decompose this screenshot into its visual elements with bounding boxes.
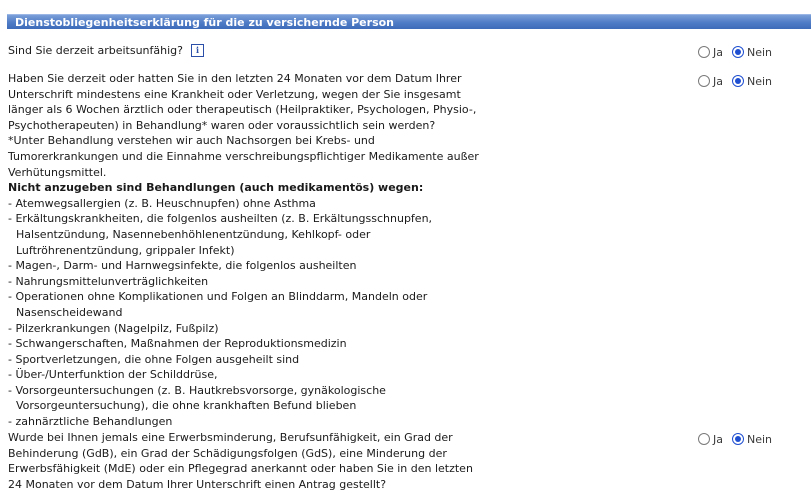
question-3-line: Wurde bei Ihnen jemals eine Erwerbsminderung, Berufsunfähigkeit, ein Grad der	[8, 431, 453, 444]
question-3	[8, 430, 473, 492]
question-2-line: Haben Sie derzeit oder hatten Sie in den letzten 24 Monaten vor dem Datum Ihrer	[8, 72, 462, 85]
exclusion-item-continued: Luftröhrenentzündung, grippaler Infekt)	[16, 243, 235, 257]
question-3-yes-label[interactable]: Ja	[713, 432, 723, 446]
question-1-radio-group	[698, 45, 772, 59]
exclusion-item: - zahnärztliche Behandlungen	[8, 415, 173, 429]
question-3-line: 24 Monaten vor dem Datum Ihrer Unterschrift einen Antrag gestellt?	[8, 477, 387, 491]
question-2-yes-label[interactable]: Ja	[713, 74, 723, 88]
section-title: Dienstobliegenheitserklärung für die zu versichernde Person	[15, 16, 395, 29]
question-1-text: Sind Sie derzeit arbeitsunfähig?	[8, 44, 183, 57]
question-3-radio-group	[698, 432, 772, 446]
question-2-no-label[interactable]: Nein	[747, 74, 773, 88]
question-1-no-label[interactable]: Nein	[747, 45, 773, 59]
question-1-yes-radio[interactable]	[698, 46, 710, 58]
exclusion-item: - Vorsorgeuntersuchungen (z. B. Hautkrebsvorsorge, gynäkologische	[8, 383, 386, 397]
question-2-yes-radio[interactable]	[698, 75, 710, 87]
question-2-footnote-line: Verhütungsmittel.	[8, 165, 107, 179]
exclusion-item: - Sportverletzungen, die ohne Folgen ausgeheilt sind	[8, 352, 300, 366]
question-2-line: länger als 6 Wochen ärztlich oder therapeutisch (Heilpraktiker, Psychologen, Physio-,	[8, 103, 477, 117]
question-2-line: Unterschrift mindestens eine Krankheit oder Verletzung, wegen der Sie insgesamt	[8, 87, 461, 101]
question-3-yes-radio[interactable]	[698, 433, 710, 445]
exclusion-item: - Erkältungskrankheiten, die folgenlos ausheilten (z. B. Erkältungsschnupfen,	[8, 212, 433, 226]
info-icon[interactable]: i	[191, 44, 204, 57]
exclusion-item-continued: Vorsorgeuntersuchung), die ohne krankhaften Befund blieben	[16, 399, 357, 413]
question-1-no-radio[interactable]	[732, 46, 744, 58]
question-1-yes-label[interactable]: Ja	[713, 45, 723, 59]
exclusion-item: - Schwangerschaften, Maßnahmen der Reproduktionsmedizin	[8, 337, 347, 351]
question-2	[8, 71, 479, 430]
exclusions-heading: Nicht anzugeben sind Behandlungen (auch medikamentös) wegen:	[8, 181, 424, 195]
question-3-no-label[interactable]: Nein	[747, 432, 773, 446]
exclusion-item-continued: Halsentzündung, Nasennebenhöhlenentzündung, Kehlkopf- oder	[16, 227, 371, 241]
question-3-line: Erwerbsfähigkeit (MdE) oder ein Pflegegrad anerkannt oder haben Sie in den letzten	[8, 462, 473, 476]
exclusion-item: - Über-/Unterfunktion der Schilddrüse,	[8, 368, 218, 382]
question-2-footnote-line: Tumorerkrankungen und die Einnahme verschreibungspflichtiger Medikamente außer	[8, 149, 479, 163]
exclusion-item: - Magen-, Darm- und Harnwegsinfekte, die folgenlos ausheilten	[8, 259, 357, 273]
exclusion-item-continued: Nasenscheidewand	[16, 305, 123, 319]
question-2-line: Psychotherapeuten) in Behandlung* waren oder voraussichtlich sein werden?	[8, 118, 436, 132]
exclusion-item: - Atemwegsallergien (z. B. Heuschnupfen) ohne Asthma	[8, 196, 316, 210]
exclusion-item: - Pilzerkrankungen (Nagelpilz, Fußpilz)	[8, 321, 219, 335]
question-3-line: Behinderung (GdB), ein Grad der Schädigungsfolgen (GdS), eine Minderung der	[8, 446, 447, 460]
exclusion-item: - Operationen ohne Komplikationen und Folgen an Blinddarm, Mandeln oder	[8, 290, 428, 304]
question-1	[8, 43, 204, 59]
question-2-radio-group	[698, 74, 772, 88]
exclusion-item: - Nahrungsmittelunverträglichkeiten	[8, 274, 209, 288]
section-header	[7, 14, 811, 29]
question-2-footnote-line: *Unter Behandlung verstehen wir auch Nachsorgen bei Krebs- und	[8, 134, 375, 148]
question-3-no-radio[interactable]	[732, 433, 744, 445]
question-2-no-radio[interactable]	[732, 75, 744, 87]
